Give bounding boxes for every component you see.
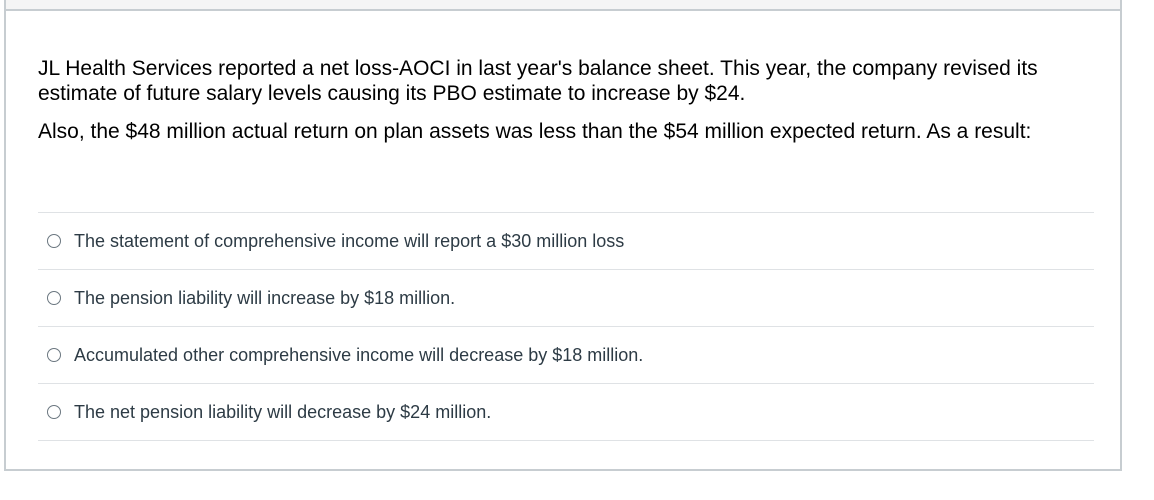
answer-option-4[interactable] (38, 384, 1094, 441)
question-header (6, 0, 1120, 11)
question-card (4, 0, 1122, 471)
radio-button[interactable] (47, 405, 61, 419)
answer-label: The statement of comprehensive income will report a $30 million loss (74, 231, 625, 251)
answer-label: The pension liability will increase by $18 million. (74, 288, 456, 308)
answer-option-1[interactable] (38, 213, 1094, 270)
answer-option-2[interactable] (38, 270, 1094, 327)
question-text (38, 56, 1098, 157)
question-paragraph-2: Also, the $48 million actual return on plan assets was less than the $54 million expected return. As a result: (38, 120, 1032, 143)
radio-button[interactable] (47, 291, 61, 305)
answer-list (38, 212, 1094, 441)
radio-button[interactable] (47, 234, 61, 248)
answer-label: The net pension liability will decrease by $24 million. (74, 402, 492, 422)
answer-option-3[interactable] (38, 327, 1094, 384)
question-paragraph-1: JL Health Services reported a net loss-AOCI in last year's balance sheet. This year, the company revised its estimate of future salary levels causing its PBO estimate to increase by $24. (38, 57, 1038, 105)
radio-button[interactable] (47, 348, 61, 362)
answer-label: Accumulated other comprehensive income will decrease by $18 million. (74, 345, 644, 365)
